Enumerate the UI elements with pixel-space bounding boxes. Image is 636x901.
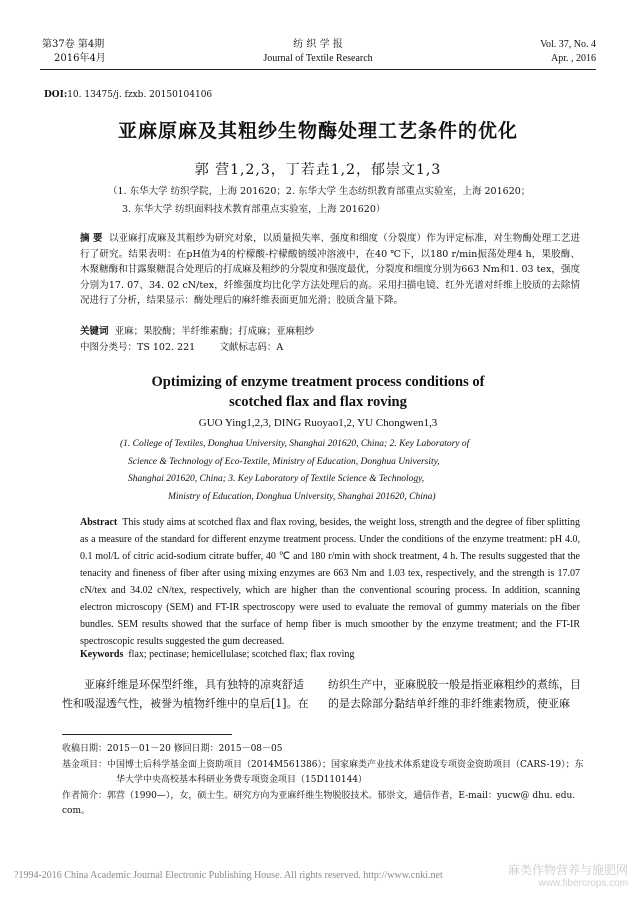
abstract-en-text: This study aims at scotched flax and flax roving, besides, the weight loss, strength and the degree of fiber splitting as a measure of the standard for different enzyme treatment process. Under the conditions of the enzyme treatment: pH 4.0, 0.1 mol/L of citric acid-sodium citrate buffer, 40 ℃ and 180 r/min with shock treatment, 4 h. The results suggested that the tenacity and fineness of fiber after using mixing enzymes are 663 Nm and 1.03 tex, respectively, and the strength is 17.07 cN/tex and 34.02 cN/tex, respectively, which are higher than the conventional scouring process. In addition, scanning electron microscopy (SEM) and FT-IR spectroscopy were used to evaluate the removal of gummy materials on the fiber bundles. SEM results showed that the surface of hemp fiber is much smoother by the enzyme treatment; and the FT-IR spectroscopic results suggested the gum decreased.	[80, 517, 580, 647]
header-volume-en: Vol. 37, No. 4	[540, 39, 596, 50]
abstract-en-label: Abstract	[80, 517, 118, 528]
footnote-funding-cont: 华大学中央高校基本科研业务费专项资金项目（15D110144）	[116, 775, 368, 785]
header-date-cn: 2016年4月	[54, 53, 106, 64]
abstract-cn-label: 摘 要	[80, 233, 103, 244]
keywords-cn	[80, 324, 580, 339]
title-en-text: Optimizing of enzyme treatment process conditions of scotched flax and flax roving	[151, 374, 485, 410]
abstract-en	[80, 514, 580, 650]
footnotes	[62, 742, 587, 820]
header-rule	[40, 69, 596, 70]
watermark-url: www.fibercrops.com	[538, 878, 628, 889]
header-journal-en: Journal of Textile Research	[263, 53, 373, 64]
title-en	[0, 372, 636, 412]
doi-label: DOI:	[44, 90, 68, 100]
footnote-dates: 收稿日期：2015－01－20 修回日期：2015－08－05	[62, 744, 283, 754]
body-left-text: 亚麻纤维是环保型纤维，具有独特的凉爽舒适性和吸湿透气性，被誉为植物纤维中的皇后[1]。在	[62, 678, 309, 710]
doi	[44, 90, 212, 100]
authors-en: GUO Ying1,2,3, DING Ruoyao1,2, YU Chongwen1,3	[198, 417, 438, 429]
header-date-en: Apr. , 2016	[551, 53, 596, 64]
keywords-en	[80, 647, 580, 662]
affiliation-en-line: Shanghai 201620, China; 3. Key Laboratory of Textile Science & Technology,	[128, 474, 425, 484]
doc-code-value: A	[276, 342, 284, 353]
clc-value: TS 102. 221	[137, 342, 196, 353]
keywords-en-label: Keywords	[80, 649, 124, 660]
abstract-cn-text: 以亚麻打成麻及其粗纱为研究对象，以质量损失率、强度和细度（分裂度）作为评定标准，对生物酶处理工艺进行了研究。结果表明：在pH值为4的柠檬酸-柠檬酸钠缓冲溶液中，在40 ℃下，以180 r/min振荡处理4 h，果胶酶、木聚糖酶和甘露聚糖混合处理后的打成麻及粗纱的分裂度和强度最优，分裂度和细度分别为663 Nm和1. 03 tex，强度分别为17. 07、34. 02 cN/tex，纤维强度均比化学方法处理后的高。采用扫描电镜、红外光谱对纤维上胶质的去除情况进行了分析，结果显示：酶处理后的麻纤维表面更加光滑；胶质含量下降。	[80, 233, 580, 306]
body-column-left	[62, 675, 312, 713]
copyright-notice	[14, 870, 443, 881]
doc-code-label: 文献标志码：	[219, 342, 277, 353]
title-cn: 亚麻原麻及其粗纱生物酶处理工艺条件的优化	[117, 120, 518, 142]
keywords-cn-label: 关键词	[80, 326, 109, 337]
watermark	[508, 864, 628, 890]
affiliations-en	[120, 436, 540, 506]
header-volume-cn: 第37卷 第4期	[42, 39, 105, 50]
keywords-cn-text: 亚麻；果胶酶；半纤维素酶；打成麻；亚麻粗纱	[114, 326, 315, 337]
affiliation-cn-line: 3. 东华大学 纺织面料技术教育部重点实验室，上海 201620）	[122, 204, 386, 215]
body-column-right	[328, 675, 584, 713]
header-journal-cn: 纺 织 学 报	[293, 39, 343, 50]
affiliation-en-line: (1. College of Textiles, Donghua University, Shanghai 201620, China; 2. Key Laboratory of	[120, 439, 470, 449]
footnote-rule	[62, 734, 232, 735]
authors-cn: 郭 营1,2,3，丁若垚1,2，郁崇文1,3	[194, 162, 442, 178]
body-right-text: 纺织生产中，亚麻脱胶一般是指亚麻粗纱的煮练，目的是去除部分黏结单纤维的非纤维素物质，使亚麻	[328, 678, 581, 710]
footnote-author-bio: 作者简介：郭营（1990—），女，硕士生。研究方向为亚麻纤维生物脱胶技术。郁崇文，通信作者，E-mail：yucw@ dhu. edu. com。	[62, 790, 576, 816]
affiliation-cn-line: （1. 东华大学 纺织学院，上海 201620；2. 东华大学 生态纺织教育部重点实验室，上海 201620；	[108, 186, 531, 197]
affiliation-en-line: Ministry of Education, Donghua University, Shanghai 201620, China)	[168, 491, 436, 502]
affiliation-en-line: Science & Technology of Eco-Textile, Ministry of Education, Donghua University,	[128, 456, 440, 467]
footnote-funding: 基金项目：中国博士后科学基金面上资助项目（2014M561386）；国家麻类产业技术体系建设专项资金资助项目（CARS-19）；东	[62, 759, 584, 770]
watermark-cn: 麻类作物营养与施肥网	[507, 863, 628, 877]
header-right	[540, 38, 596, 66]
doi-value[interactable]: 10. 13475/j. fzxb. 20150104106	[67, 90, 213, 100]
keywords-en-text: flax; pectinase; hemicellulase; scotched flax; flax roving	[128, 649, 355, 660]
copyright-text: ?1994-2016 China Academic Journal Electronic Publishing House. All rights reserved. http://www.cnki.net	[14, 870, 443, 881]
affiliations-cn	[108, 183, 548, 219]
classification-cn	[80, 340, 580, 355]
clc-label: 中图分类号：	[80, 342, 138, 353]
abstract-cn	[80, 231, 580, 309]
